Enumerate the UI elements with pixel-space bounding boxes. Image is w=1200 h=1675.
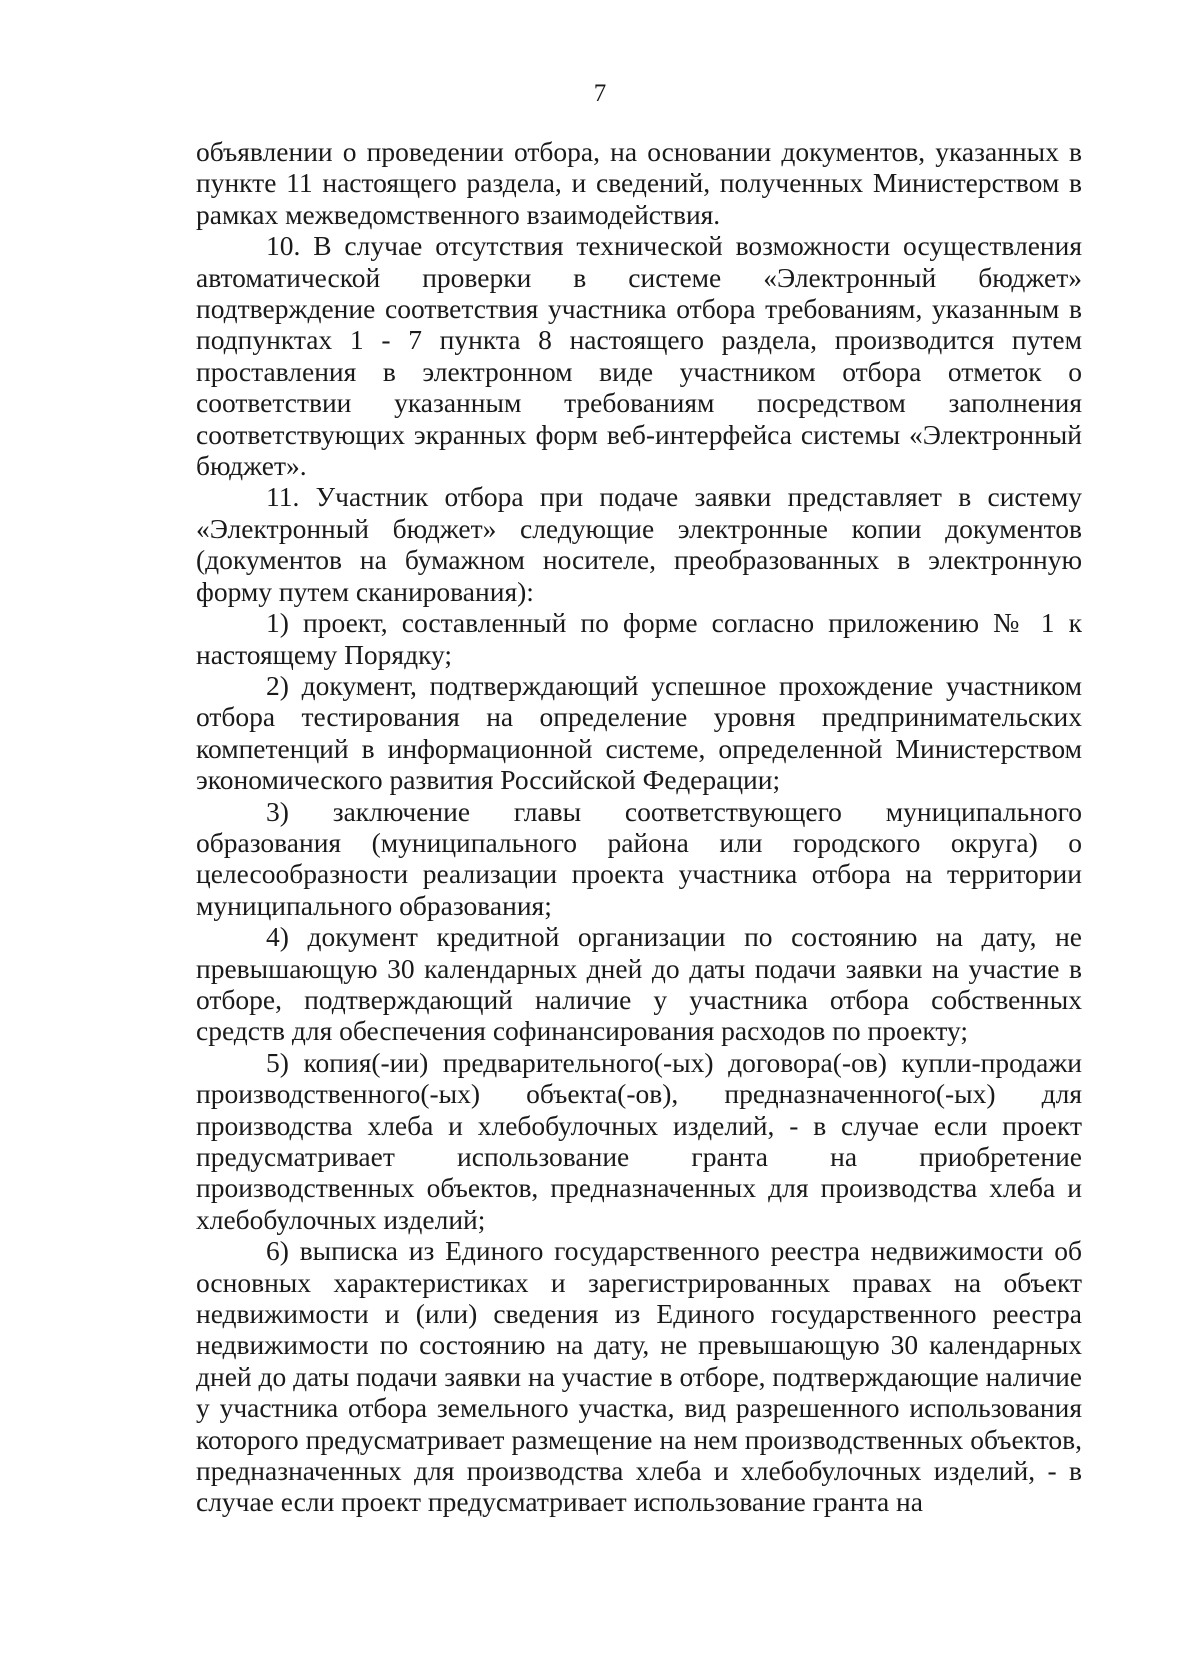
list-item-2: 2) документ, подтверждающий успешное прохождение участником отбора тестирования на определение уровня предпринимательских компетенций в информационной системе, определенной Министерством экономического развития Российской Федерации; bbox=[196, 669, 1082, 796]
paragraph-item-11: 11. Участник отбора при подаче заявки представляет в систему «Электронный бюджет» следующие электронные копии документов (документов на бумажном носителе, преобразованных в электронную форму путем сканирования): bbox=[196, 481, 1082, 607]
list-item-1: 1) проект, составленный по форме согласно приложению № 1 к настоящему Порядку; bbox=[196, 607, 1082, 670]
paragraph-item-10: 10. В случае отсутствия технической возможности осуществления автоматической проверки в системе «Электронный бюджет» подтверждение соответствия участника отбора требованиям, указанным в подпунктах 1 - 7 пункта 8 настоящего раздела, производится путем проставления в электронном виде участником отбора отметок о соответствии указанным требованиям посредством заполнения соответствующих экранных форм веб-интерфейса системы «Электронный бюджет». bbox=[196, 230, 1082, 482]
list-item-5: 5) копия(-ии) предварительного(-ых) договора(-ов) купли-продажи производственного(-ых) объекта(-ов), предназначенного(-ых) для производства хлеба и хлебобулочных изделий, - в случае если проект предусматривает использование гранта на приобретение производственных объектов, предназначенных для производства хлеба и хлебобулочных изделий; bbox=[196, 1046, 1082, 1235]
document-body bbox=[196, 136, 1082, 1518]
list-item-3: 3) заключение главы соответствующего муниципального образования (муниципального района или городского округа) о целесообразности реализации проекта участника отбора на территории муниципального образования; bbox=[196, 795, 1082, 921]
paragraph-continuation: объявлении о проведении отбора, на основании документов, указанных в пункте 11 настоящего раздела, и сведений, полученных Министерством в рамках межведомственного взаимодействия. bbox=[196, 136, 1082, 230]
page-number: 7 bbox=[593, 80, 607, 107]
list-item-6: 6) выписка из Единого государственного реестра недвижимости об основных характеристиках и зарегистрированных правах на объект недвижимости и (или) сведения из Единого государственного реестра недвижимости по состоянию на дату, не превышающую 30 календарных дней до даты подачи заявки на участие в отборе, подтверждающие наличие у участника отбора земельного участка, вид разрешенного использования которого предусматривает размещение на нем производственных объектов, предназначенных для производства хлеба и хлебобулочных изделий, - в случае если проект предусматривает использование гранта на bbox=[196, 1235, 1082, 1518]
list-item-4: 4) документ кредитной организации по состоянию на дату, не превышающую 30 календарных дней до даты подачи заявки на участие в отборе, подтверждающий наличие у участника отбора собственных средств для обеспечения софинансирования расходов по проекту; bbox=[196, 921, 1082, 1047]
